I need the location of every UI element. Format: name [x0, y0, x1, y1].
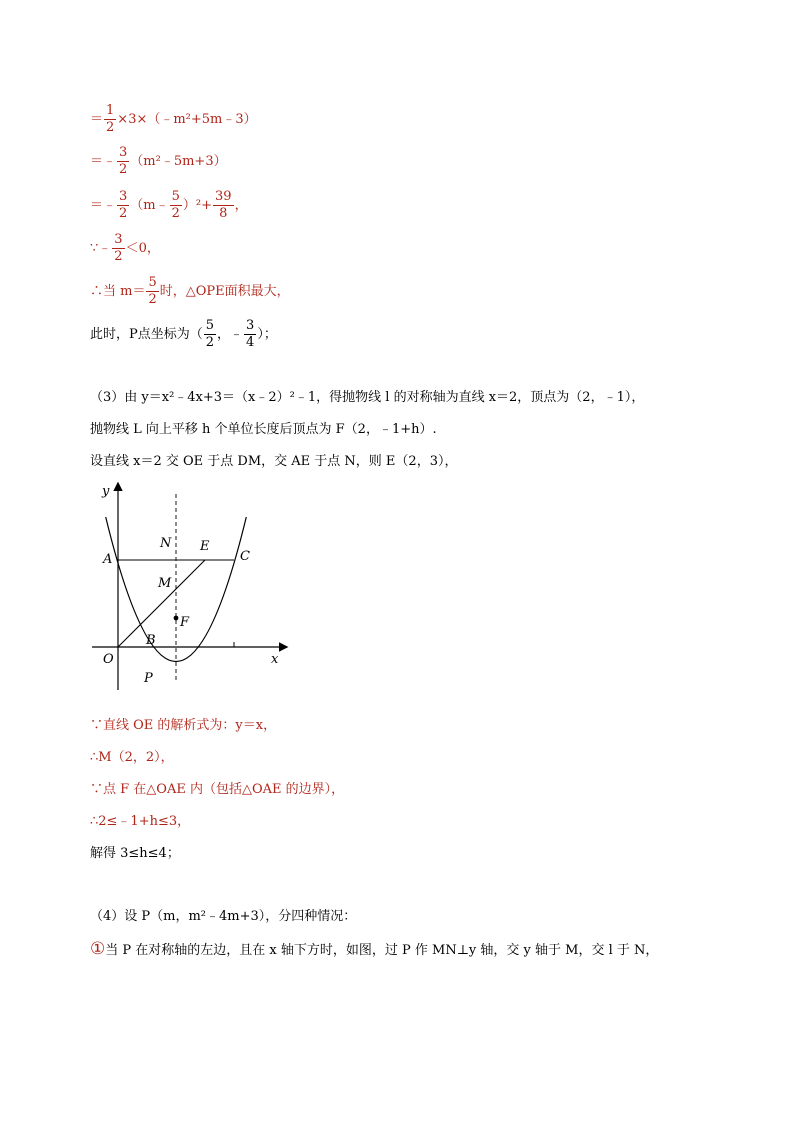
expr: 时，△OPE面积最大， — [159, 284, 290, 299]
line-8: 抛物线 L 向上平移 h 个单位长度后顶点为 F（2，﹣1+h）. — [90, 422, 437, 437]
label-b: B — [146, 633, 156, 648]
eq-sign: ＝﹣ — [90, 154, 117, 169]
line-5 — [90, 275, 290, 308]
expr: ）； — [257, 327, 277, 342]
label-p: P — [144, 671, 153, 686]
line-14: 解得 3≤h≤4； — [90, 846, 180, 861]
parabola-figure — [90, 480, 290, 695]
fraction: $\frac{5}{2}$ — [171, 189, 180, 221]
fraction: $\frac{3}{2}$ — [119, 189, 128, 221]
fraction: $\frac{3}{2}$ — [119, 145, 128, 177]
label-e: E — [200, 539, 210, 554]
label-m: M — [158, 576, 172, 591]
expr: （m﹣ — [130, 198, 169, 213]
fraction: $\frac{3}{2}$ — [114, 232, 123, 264]
expr: ＜0， — [125, 241, 160, 256]
line-3 — [90, 189, 248, 222]
line-2 — [90, 145, 227, 178]
label-f: F — [180, 615, 190, 630]
line-11: ∴M（2，2）， — [90, 750, 174, 765]
fraction: $\frac{5}{2}$ — [205, 318, 215, 350]
expr: ，﹣ — [217, 327, 244, 342]
eq-sign: ＝ — [90, 112, 104, 127]
label-o: O — [103, 652, 114, 667]
label-y: y — [102, 484, 110, 499]
line-16 — [90, 940, 658, 960]
line-4 — [90, 232, 160, 265]
circled-one: ① — [90, 939, 106, 959]
label-a: A — [103, 552, 113, 567]
line-12: ∵点 F 在△OAE 内（包括△OAE 的边界）， — [90, 782, 345, 797]
fraction: $\frac{39}{8}$ — [215, 189, 232, 221]
line-15: （4）设 P（m，m²﹣4m+3），分四种情况： — [90, 909, 357, 924]
line-1 — [90, 103, 257, 136]
fraction: $\frac{5}{2}$ — [148, 275, 157, 307]
eq-sign: ＝﹣ — [90, 198, 117, 213]
line-7: （3）由 y＝x²﹣4x+3＝（x﹣2）²﹣1，得抛物线 l 的对称轴为直线 x＝2，顶点为（2，﹣1）， — [90, 390, 645, 405]
expr: ×3×（﹣m²+5m﹣3） — [117, 112, 257, 127]
expr: 当 P 在对称轴的左边，且在 x 轴下方时，如图，过 P 作 MN⊥y 轴，交 y 轴于 M，交 l 于 N， — [105, 943, 659, 958]
expr: ∴当 m＝ — [90, 284, 146, 299]
fraction: $\frac{3}{4}$ — [246, 318, 255, 350]
expr: 此时，P点坐标为（ — [90, 327, 203, 342]
expr: ∵﹣ — [90, 241, 112, 256]
expr: ， — [234, 198, 248, 213]
label-x: x — [271, 652, 279, 667]
line-13: ∴2≤﹣1+h≤3， — [90, 814, 191, 829]
point-f — [174, 616, 179, 621]
fraction: $\frac{1}{2}$ — [106, 103, 115, 135]
line-10: ∵直线 OE 的解析式为：y＝x， — [90, 718, 277, 733]
expr: （m²﹣5m+3） — [130, 154, 227, 169]
expr: ）²+ — [182, 198, 213, 213]
label-c: C — [240, 549, 250, 564]
label-n: N — [160, 536, 172, 551]
line-9: 设直线 x＝2 交 OE 于点 DM，交 AE 于点 N，则 E（2，3）， — [90, 454, 458, 469]
line-6 — [90, 318, 277, 351]
